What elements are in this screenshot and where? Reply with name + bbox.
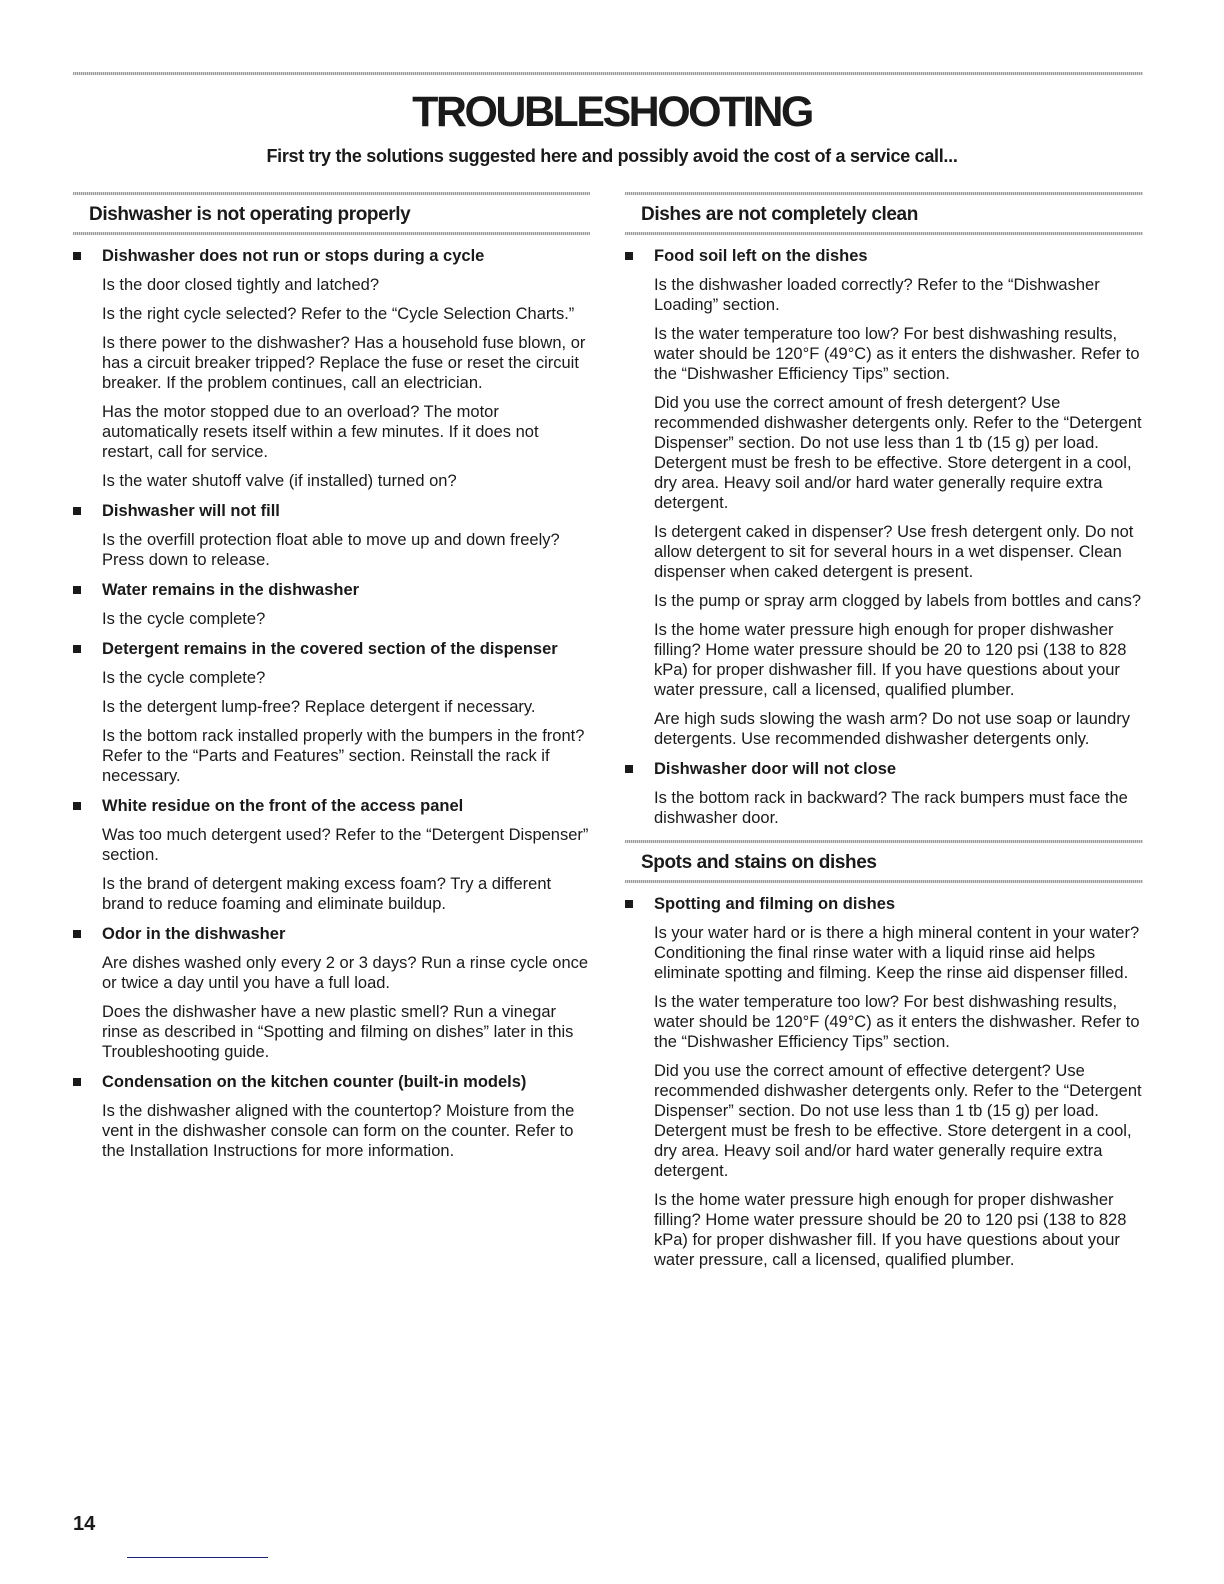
troubleshooting-section bbox=[625, 192, 1143, 828]
problem-title bbox=[73, 796, 590, 816]
problem-title bbox=[73, 246, 590, 266]
problem-item bbox=[73, 796, 590, 914]
problem-title-text: Water remains in the dishwasher bbox=[102, 581, 360, 599]
solution-text: Are high suds slowing the wash arm? Do not use soap or laundry detergents. Use recommended dishwasher detergents only. bbox=[654, 710, 1131, 748]
bullet-icon bbox=[73, 930, 81, 938]
problem-title bbox=[625, 894, 1143, 914]
bullet-icon bbox=[73, 586, 81, 594]
problem-title-text: Food soil left on the dishes bbox=[654, 247, 868, 265]
bullet-icon bbox=[73, 507, 81, 515]
solution-text: Are dishes washed only every 2 or 3 days? Run a rinse cycle once or twice a day until you have a full load. bbox=[102, 954, 589, 992]
section-rule-bottom bbox=[625, 232, 1143, 235]
solution-text: Did you use the correct amount of effective detergent? Use recommended dishwasher detergents only. Refer to the “Detergent Dispenser” section. Do not use less than 1 tb (15 g) per load. Detergent must be fresh to be effective. Store detergent in a cool, dry area. Heavy soil and/or hard water generally require extra detergent. bbox=[654, 1062, 1142, 1180]
solution-text: Is the overfill protection float able to move up and down freely? Press down to release. bbox=[102, 531, 560, 569]
troubleshooting-section bbox=[73, 192, 590, 1161]
section-heading: Dishes are not completely clean bbox=[641, 204, 918, 225]
problem-item bbox=[625, 246, 1143, 749]
problem-item bbox=[73, 924, 590, 1062]
problem-item bbox=[73, 246, 590, 491]
problem-title bbox=[73, 501, 590, 521]
solution-text: Is the brand of detergent making excess foam? Try a different brand to reduce foaming and eliminate buildup. bbox=[102, 875, 552, 913]
problem-title-text: Condensation on the kitchen counter (built-in models) bbox=[102, 1073, 527, 1091]
problem-item bbox=[625, 759, 1143, 828]
left-column bbox=[73, 192, 590, 1171]
problem-list bbox=[625, 246, 1143, 828]
top-divider bbox=[73, 72, 1143, 75]
bullet-icon bbox=[73, 645, 81, 653]
problem-list bbox=[73, 246, 590, 1161]
section-heading: Dishwasher is not operating properly bbox=[89, 204, 411, 225]
solution-text: Does the dishwasher have a new plastic smell? Run a vinegar rinse as described in “Spotting and filming on dishes” later in this Troubleshooting guide. bbox=[102, 1003, 574, 1061]
page-number: 14 bbox=[73, 1513, 96, 1535]
section-rule-bottom bbox=[625, 880, 1143, 883]
problem-item bbox=[73, 501, 590, 570]
page-subtitle: First try the solutions suggested here and possibly avoid the cost of a service call... bbox=[266, 146, 958, 166]
page-title: TROUBLESHOOTING bbox=[412, 88, 812, 136]
problem-title bbox=[73, 924, 590, 944]
section-heading: Spots and stains on dishes bbox=[641, 852, 877, 873]
problem-title-text: Dishwasher door will not close bbox=[654, 760, 897, 778]
solution-text: Is the door closed tightly and latched? bbox=[102, 276, 380, 294]
bullet-icon bbox=[73, 252, 81, 260]
troubleshooting-section bbox=[625, 840, 1143, 1270]
problem-title-text: Dishwasher does not run or stops during a cycle bbox=[102, 247, 485, 265]
problem-title-text: Odor in the dishwasher bbox=[102, 925, 286, 943]
problem-item bbox=[73, 1072, 590, 1161]
right-column bbox=[625, 192, 1143, 1280]
solution-text: Is your water hard or is there a high mineral content in your water? Conditioning the final rinse water with a liquid rinse aid helps eliminate spotting and filming. Keep the rinse aid dispenser filled. bbox=[654, 924, 1140, 982]
solution-text: Is the detergent lump-free? Replace detergent if necessary. bbox=[102, 698, 536, 716]
bullet-icon bbox=[625, 252, 633, 260]
bullet-icon bbox=[625, 900, 633, 908]
solution-text: Is the dishwasher loaded correctly? Refer to the “Dishwasher Loading” section. bbox=[654, 276, 1100, 314]
solution-text: Is the home water pressure high enough for proper dishwasher filling? Home water pressure should be 20 to 120 psi (138 to 828 kPa) for proper dishwasher fill. If you have questions about your water pressure, call a licensed, qualified plumber. bbox=[654, 1191, 1127, 1269]
bullet-icon bbox=[73, 802, 81, 810]
solution-text: Was too much detergent used? Refer to the “Detergent Dispenser” section. bbox=[102, 826, 589, 864]
solution-text: Is the water temperature too low? For best dishwashing results, water should be 120°F (49°C) as it enters the dishwasher. Refer to the “Dishwasher Efficiency Tips” section. bbox=[654, 993, 1140, 1051]
bullet-icon bbox=[73, 1078, 81, 1086]
problem-title bbox=[73, 639, 590, 659]
solution-text: Is the pump or spray arm clogged by labels from bottles and cans? bbox=[654, 592, 1141, 610]
problem-item bbox=[625, 894, 1143, 1270]
problem-title-text: Dishwasher will not fill bbox=[102, 502, 280, 520]
solution-text: Is the dishwasher aligned with the countertop? Moisture from the vent in the dishwasher console can form on the counter. Refer to the Installation Instructions for more information. bbox=[102, 1102, 575, 1160]
solution-text: Is the water temperature too low? For best dishwashing results, water should be 120°F (49°C) as it enters the dishwasher. Refer to the “Dishwasher Efficiency Tips” section. bbox=[654, 325, 1140, 383]
section-rule-bottom bbox=[73, 232, 590, 235]
solution-text: Is detergent caked in dispenser? Use fresh detergent only. Do not allow detergent to sit for several hours in a wet dispenser. Clean dispenser when caked detergent is present. bbox=[654, 523, 1134, 581]
solution-text: Is the bottom rack in backward? The rack bumpers must face the dishwasher door. bbox=[654, 789, 1128, 827]
problem-title-text: Spotting and filming on dishes bbox=[654, 895, 896, 913]
problem-title-text: Detergent remains in the covered section of the dispenser bbox=[102, 640, 558, 658]
solution-text: Is the water shutoff valve (if installed) turned on? bbox=[102, 472, 457, 490]
solution-text: Is the cycle complete? bbox=[102, 610, 266, 628]
problem-list bbox=[625, 894, 1143, 1270]
bullet-icon bbox=[625, 765, 633, 773]
solution-text: Is the right cycle selected? Refer to the “Cycle Selection Charts.” bbox=[102, 305, 575, 323]
solution-text: Is the cycle complete? bbox=[102, 669, 266, 687]
solution-text: Is there power to the dishwasher? Has a household fuse blown, or has a circuit breaker tripped? Replace the fuse or reset the circuit breaker. If the problem continues, call an electrician. bbox=[102, 334, 586, 392]
solution-text: Is the home water pressure high enough for proper dishwasher filling? Home water pressure should be 20 to 120 psi (138 to 828 kPa) for proper dishwasher fill. If you have questions about your water pressure, call a licensed, qualified plumber. bbox=[654, 621, 1127, 699]
footer-line bbox=[127, 1557, 268, 1558]
problem-item bbox=[73, 639, 590, 786]
problem-title bbox=[625, 246, 1143, 266]
problem-title bbox=[625, 759, 1143, 779]
solution-text: Did you use the correct amount of fresh detergent? Use recommended dishwasher detergents only. Refer to the “Detergent Dispenser” section. Do not use less than 1 tb (15 g) per load. Detergent must be fresh to be effective. Store detergent in a cool, dry area. Heavy soil and/or hard water generally require extra detergent. bbox=[654, 394, 1142, 512]
problem-item bbox=[73, 580, 590, 629]
solution-text: Has the motor stopped due to an overload? The motor automatically resets itself within a few minutes. If it does not restart, call for service. bbox=[102, 403, 539, 461]
problem-title bbox=[73, 1072, 590, 1092]
problem-title-text: White residue on the front of the access panel bbox=[102, 797, 464, 815]
problem-title bbox=[73, 580, 590, 600]
solution-text: Is the bottom rack installed properly with the bumpers in the front? Refer to the “Parts and Features” section. Reinstall the rack if necessary. bbox=[102, 727, 585, 785]
